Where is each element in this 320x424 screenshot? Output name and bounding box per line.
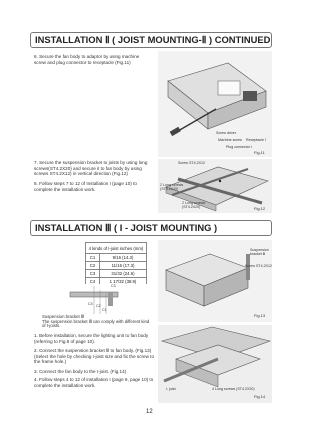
figure-12 — [158, 159, 272, 213]
label-long-screws-right: 2 Long screws (ST4.2X20) — [182, 201, 206, 209]
label-4-long-screws: 4 Long screws (ST4.2X20) — [212, 387, 255, 391]
table-row: C1 9/16 (14.3) — [86, 254, 147, 262]
figure-11 — [158, 51, 272, 157]
label-long-screws-left: 2 Long screws (ST4.2X20) — [160, 183, 184, 191]
figure-11-caption: Fig.11 — [254, 150, 265, 155]
section-title-installation-2-continued: INSTALLATION Ⅱ ( JOIST MOUNTING-Ⅱ ) CONTINUED — [30, 32, 272, 48]
label-plug-connector: Plug connector I — [226, 145, 252, 149]
label-receptacle: Receptacle I — [246, 138, 266, 142]
label-screw-st4-2x12: Screw ST4.2X12 — [178, 161, 205, 165]
label-screw-st4-2x12-fig13: Screw ST4.2X12 — [245, 264, 272, 268]
figure-14-caption: Fig.14 — [254, 394, 266, 399]
step-4-text: 4. Follow steps 4 to 12 of installation I (page 9, page 10) to complete the installation work. — [34, 377, 154, 388]
i-joist-size-table — [85, 242, 147, 286]
step-2-text: 2. Connect the suspension bracket Ⅲ to fan body. (Fig.13) (Select the hole by checking I-joist size and fix the screw to the frame hole.) — [34, 348, 155, 365]
bracket-detail — [40, 284, 158, 328]
page-number: 12 — [146, 409, 153, 415]
joist-label-c2: C2 — [96, 304, 101, 308]
figure-12-caption: Fig.12 — [254, 206, 266, 211]
figure-13 — [158, 240, 272, 322]
joist-label-c3: C3 — [111, 284, 116, 288]
figure-14 — [158, 325, 272, 403]
table-row: C4 1 17/32 (38.9) — [86, 278, 147, 286]
joist-label-c4: C4 — [88, 302, 93, 306]
step-8-text: 8. Follow steps 7 to 12 of Installation I (page 10) to complete the installation work. — [34, 181, 137, 192]
label-screw-driver: Screw driver — [216, 131, 236, 135]
label-suspension-bracket-3: Suspension bracket Ⅲ — [250, 248, 269, 256]
label-i-joist: I- joist — [166, 387, 176, 391]
step-1-text: 1. Before installation, secure the lighting unit to fan body (referring to Fig.8 of page 10). — [34, 333, 149, 344]
section-title-installation-3: INSTALLATION Ⅲ ( I - JOIST MOUNTING ) — [30, 220, 272, 236]
step-7-text: 7. Secure the suspension bracket to joists by using long screws(ST4.2X20) and secure it to fan body by using screws ST4.2X12) in vertical direction (Fig.12) — [34, 160, 148, 177]
table-row: C3 31/32 (24.6) — [86, 270, 147, 278]
step-3-text: 3. Connect the fan body to the I-joist. (Fig.14) — [34, 369, 127, 374]
table-header: 4 kinds of I-joist inches (mm) — [86, 243, 147, 254]
figure-13-caption: Fig.13 — [254, 313, 266, 318]
suspension-bracket-note: Suspension bracket Ⅲ The suspension bracket Ⅲ can comply with different kind of I-joists. — [42, 314, 150, 328]
label-machine-screw: Machine screw — [218, 138, 242, 142]
step-6-text: 6. Secure the fan body to adaptor by using machine screw and plug connector to receptacle (Fig.11) — [34, 54, 140, 65]
i-joist-mount-illustration — [158, 325, 272, 403]
table-row: C2 11/16 (17.3) — [86, 262, 147, 270]
joist-label-c1: C1 — [102, 308, 107, 312]
